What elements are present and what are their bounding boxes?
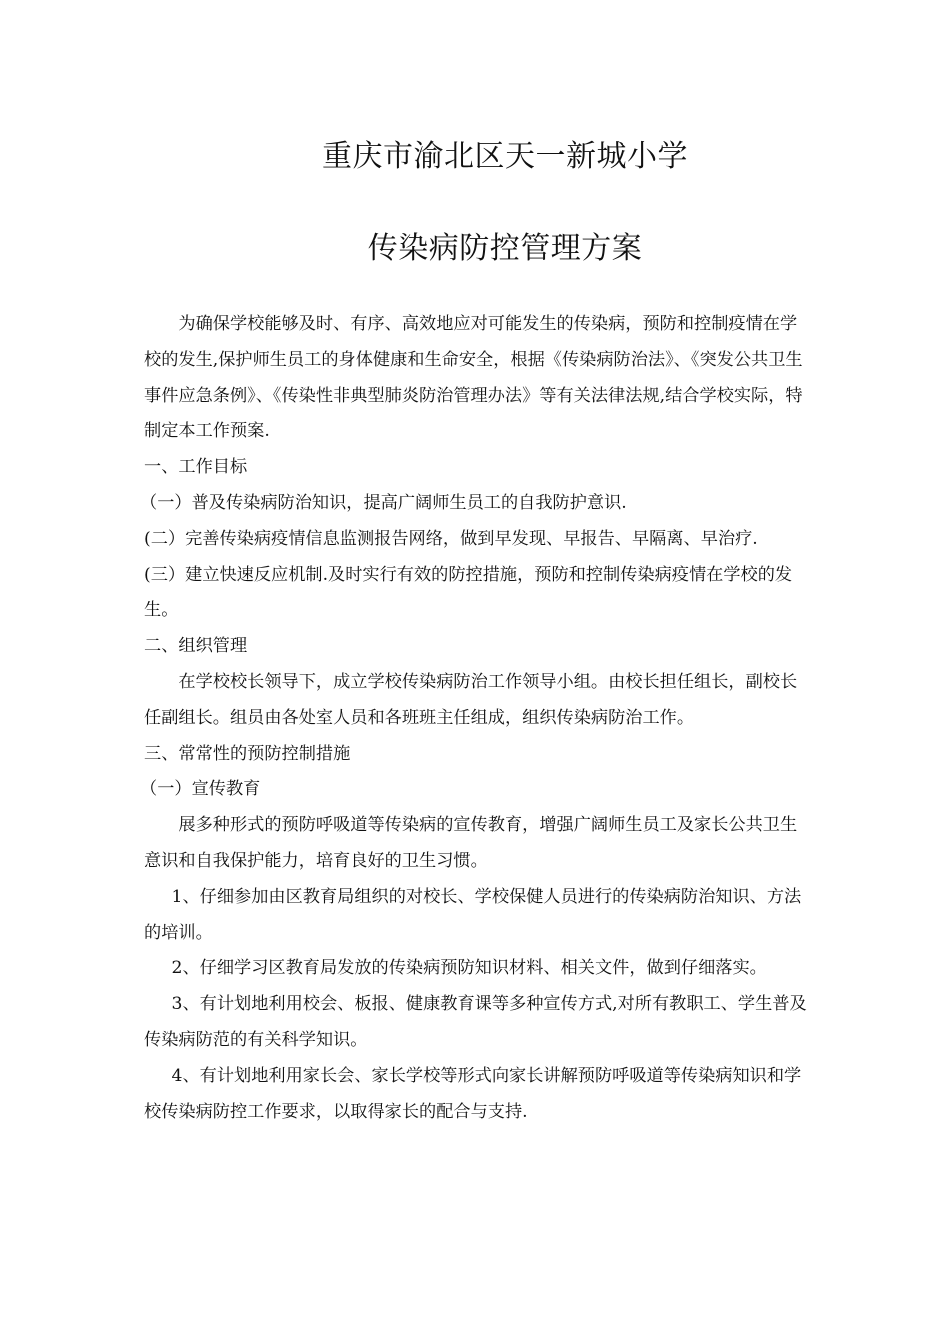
education-item-1: 1、仔细参加由区教育局组织的对校长、学校保健人员进行的传染病防治知识、方法的培训。 xyxy=(144,886,802,943)
education-item-3: 3、有计划地利用校会、板报、健康教育课等多种宣传方式,对所有教职工、学生普及传染病防范的有关科学知识。 xyxy=(144,994,807,1050)
section-heading-organization: 二、组织管理 xyxy=(144,636,248,657)
school-title: 重庆市渝北区天一新城小学 xyxy=(322,139,688,174)
education-item-4: 4、有计划地利用家长会、家长学校等形式向家长讲解预防呼吸道等传染病知识和学校传染病防控工作要求，以取得家长的配合与支持. xyxy=(144,1065,802,1122)
section-heading-goals: 一、工作目标 xyxy=(144,457,248,478)
subsection-heading-education: （一）宣传教育 xyxy=(140,779,261,800)
goal-item-2: (二）完善传染病疫情信息监测报告网络，做到早发现、早报告、早隔离、早治疗. xyxy=(144,528,758,549)
document-body xyxy=(140,307,814,1130)
plan-title: 传染病防控管理方案 xyxy=(367,231,643,266)
section-heading-measures: 三、常常性的预防控制措施 xyxy=(144,743,351,764)
education-paragraph: 展多种形式的预防呼吸道等传染病的宣传教育，增强广阔师生员工及家长公共卫生意识和自我保护能力，培育良好的卫生习惯。 xyxy=(144,815,798,871)
organization-paragraph: 在学校校长领导下，成立学校传染病防治工作领导小组。由校长担任组长，副校长任副组长。组员由各处室人员和各班班主任组成，组织传染病防治工作。 xyxy=(144,671,798,728)
education-item-2: 2、仔细学习区教育局发放的传染病预防知识材料、相关文件，做到仔细落实。 xyxy=(171,958,767,979)
goal-item-3: (三）建立快速反应机制.及时实行有效的防控措施，预防和控制传染病疫情在学校的发生。 xyxy=(144,564,793,621)
intro-paragraph: 为确保学校能够及时、有序、高效地应对可能发生的传染病，预防和控制疫情在学校的发生,保护师生员工的身体健康和生命安全，根据《传染病防治法》、《突发公共卫生事件应急条例》、《传染性非典型肺炎防治管理办法》等有关法律法规,结合学校实际，特制定本工作预案. xyxy=(144,314,803,442)
goal-item-1: （一）普及传染病防治知识，提高广阔师生员工的自我防护意识. xyxy=(140,492,627,513)
